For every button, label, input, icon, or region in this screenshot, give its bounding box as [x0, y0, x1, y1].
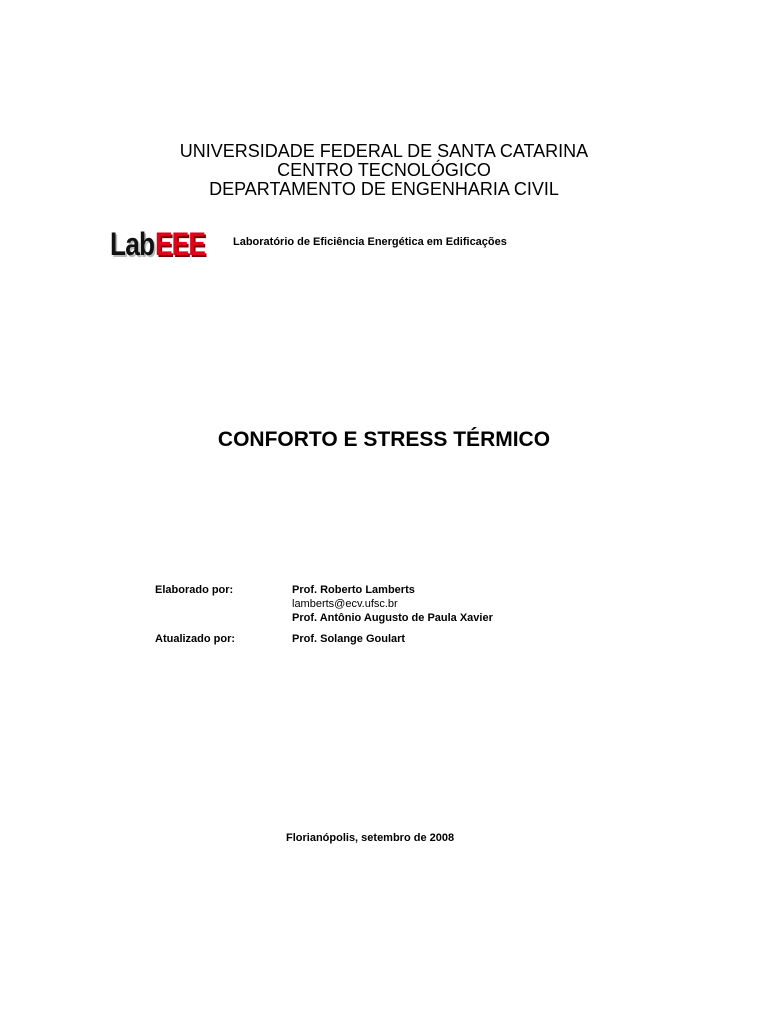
- prepared-email: lamberts@ecv.ufsc.br: [292, 598, 398, 610]
- center-name: CENTRO TECNOLÓGICO: [277, 160, 491, 180]
- place-date: Florianópolis, setembro de 2008: [286, 832, 455, 844]
- logo-eee-text: EEE: [155, 226, 206, 262]
- lab-subtitle: Laboratório de Eficiência Energética em Edificações: [233, 236, 507, 248]
- prepared-author-1: Prof. Roberto Lamberts: [292, 584, 415, 596]
- department-name: DEPARTAMENTO DE ENGENHARIA CIVIL: [209, 179, 559, 199]
- document-title: CONFORTO E STRESS TÉRMICO: [217, 428, 551, 451]
- updated-author: Prof. Solange Goulart: [292, 633, 406, 645]
- institution-header: [0, 142, 768, 199]
- university-name: UNIVERSIDADE FEDERAL DE SANTA CATARINA: [179, 141, 589, 161]
- prepared-label: Elaborado por:: [155, 584, 234, 596]
- prepared-author-2: Prof. Antônio Augusto de Paula Xavier: [292, 612, 493, 624]
- updated-label: Atualizado por:: [155, 633, 236, 645]
- labeee-logo: [110, 224, 214, 264]
- logo-lab-text: Lab: [110, 226, 155, 262]
